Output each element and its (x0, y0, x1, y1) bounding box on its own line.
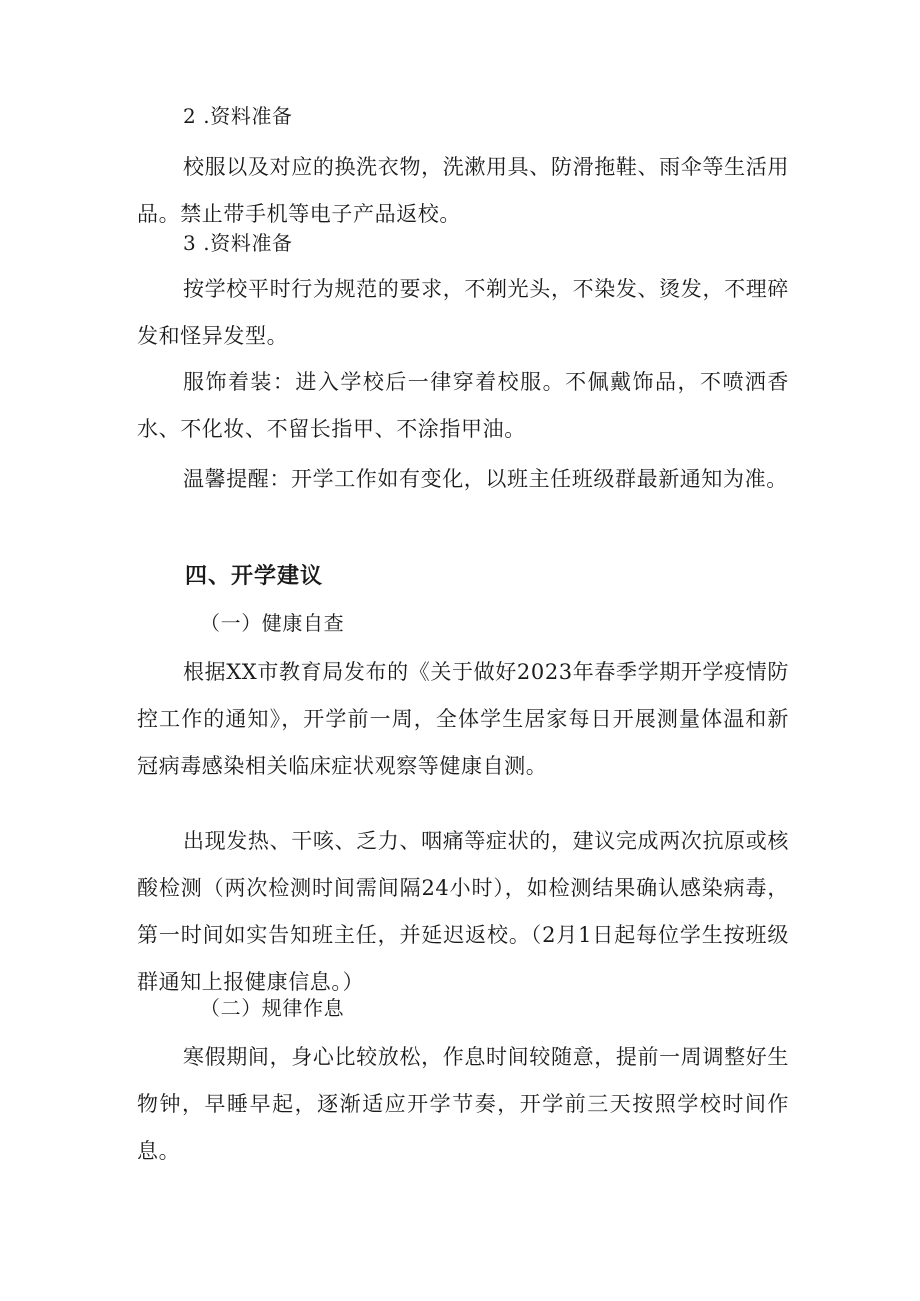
sub-1-heading: （一）健康自查 (200, 611, 345, 635)
item-2-body: 校服以及对应的换洗衣物，洗漱用具、防滑拖鞋、雨伞等生活用品。禁止带手机等电子产品返校。 (137, 155, 789, 226)
sub-2-body-1: 寒假期间，身心比较放松，作息时间较随意，提前一周调整好生物钟，早睡早起，逐渐适应开学节奏，开学前三天按照学校时间作息。 (137, 1045, 789, 1163)
item-3-body-3: 温馨提醒：开学工作如有变化，以班主任班级群最新通知为准。 (183, 467, 788, 491)
item-3-body-2: 服饰着装：进入学校后一律穿着校服。不佩戴饰品，不喷洒香水、不化妆、不留长指甲、不涂指甲油。 (137, 370, 789, 441)
item-3-title: 3 .资料准备 (183, 231, 293, 255)
section-4-heading: 四、开学建议 (185, 564, 324, 589)
sub-1-body-1: 根据XX市教育局发布的《关于做好2023年春季学期开学疫情防控工作的通知》，开学前一周，全体学生居家每日开展测量体温和新冠病毒感染相关临床症状观察等健康自测。 (137, 660, 789, 778)
item-3-body-1: 按学校平时行为规范的要求，不剃光头，不染发、烫发，不理碎发和怪异发型。 (137, 277, 789, 348)
item-2-title: 2 .资料准备 (183, 104, 293, 128)
sub-1-body-2: 出现发热、干咳、乏力、咽痛等症状的，建议完成两次抗原或核酸检测（两次检测时间需间隔24小时），如检测结果确认感染病毒，第一时间如实告知班主任，并延迟返校。（2月1日起每位学生按班级群通知上报健康信息。） (137, 829, 789, 994)
sub-2-heading: （二）规律作息 (200, 996, 345, 1020)
